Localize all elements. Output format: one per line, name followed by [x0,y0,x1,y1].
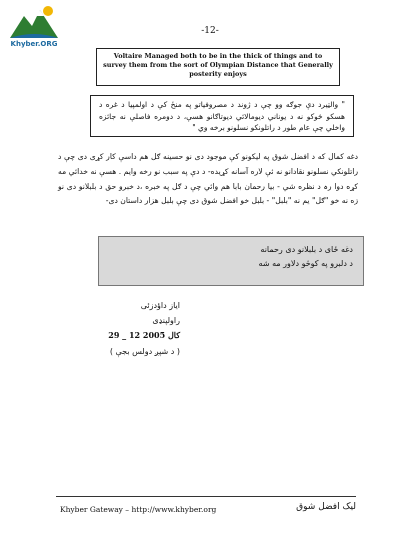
author-name: اياز داؤدزئی [140,301,180,310]
footer-divider [56,496,356,497]
verse-line-1: دغه ځای د بلبلانو دی رحمانه [260,245,353,254]
mountain-logo-icon [8,2,60,42]
signature-note: ( د شپږ دولس بجې ) [109,346,180,356]
english-quote-box: Voltaire Managed both to be in the thick of things and to survey them from the sort of Olympian Distance that Generally posterity enjoys [96,48,340,86]
logo-text: Khyber.ORG [10,40,58,48]
author-place: راولپنډی [152,316,180,326]
signature-block [60,298,180,359]
verse-line-2: د دلبرو په کوڅو دلاور مه شه [258,259,353,269]
footer-author: ليک افضل شوق [296,502,356,512]
page-number: -12- [201,26,219,36]
pashto-quote-box: " والټيرد دې جوګه وو چې د ژوند د مصروفياتو په منځ کې د اولمپيا د غره د هسکو څوکو نه د يوناني ديومالائي ديوتاګانو هسې، د دومره فاصلې نه جائزه واخلي چې عام طور د راتلونکو نسلونو برخه وي " [90,95,354,137]
body-paragraph: دغه کمال که د افضل شوق په ليکونو کې موجود دی نو حسينه ګل هم داسې کار کړی دی چې د راتلونکي نسلونو نقادانو نه ئې لاره آسانه کړيده- د دې په سبب نو رخه وايم . هسې نه خدائي مه کړه دوا رہ د نظره شي - بيا رحمان بابا هم وائي چې د ګل په خبره ،د خبرو حق د بلبلانو دی نو زه نه خو "ګل" يم نه "بلبل" - بلبل خو افضل شوق دی چې بلبل هزار داستان دی- [58,152,358,206]
footer-source: Khyber Gateway – http://www.khyber.org [60,505,217,514]
verse-box [98,236,364,286]
signature-date: 29 _ 12 كال 2005 [108,330,180,341]
